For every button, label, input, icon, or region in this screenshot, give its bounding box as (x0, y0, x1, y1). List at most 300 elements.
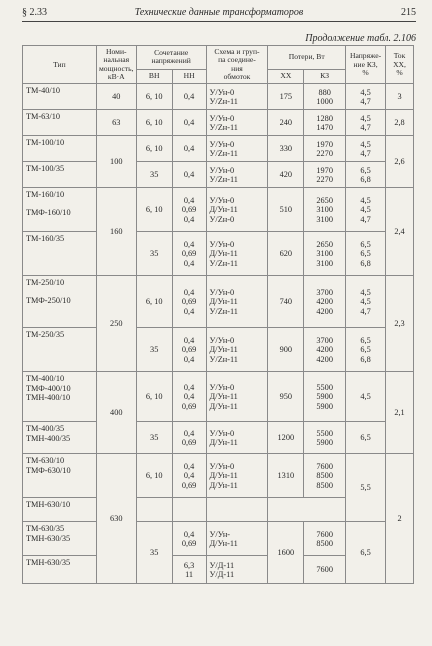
kz-cell-line: 1970 (316, 139, 333, 149)
xx-cell (268, 422, 304, 454)
type-label: ТМН-400/35 (26, 433, 71, 443)
xx-cell-line: 620 (279, 249, 293, 259)
uk-cell-line: 6,8 (360, 174, 371, 184)
uk-cell-line: 4,5 (360, 205, 371, 215)
kz-cell (304, 422, 346, 454)
table-row (23, 522, 414, 556)
header-text-line: напряжений (151, 56, 191, 66)
kz-cell (304, 110, 346, 136)
scheme-cell-line: Д/Ун-11 (209, 249, 238, 259)
scheme-cell-line: Д/Ун-11 (209, 471, 238, 481)
kz-cell-line: 1970 (316, 165, 333, 175)
header-text-line: Напряже- (349, 51, 382, 61)
power-cell (96, 276, 136, 372)
type-label: ТМН-630/35 (26, 558, 71, 568)
current-cell (386, 84, 414, 110)
scheme-cell (206, 522, 268, 556)
scheme-cell (206, 454, 268, 498)
power-cell-line: 630 (110, 514, 123, 524)
uk-cell-line: 4,5 (360, 297, 371, 307)
nn-cell-line: 0,69 (181, 249, 197, 259)
current-cell (386, 276, 414, 372)
header-text-line: % (396, 67, 403, 77)
kz-cell (304, 162, 346, 188)
power-cell (96, 136, 136, 188)
scheme-cell-line: Д/Ун-11 (209, 205, 238, 215)
uk-cell-line: 6,8 (360, 354, 371, 364)
power-cell-line: 160 (110, 227, 123, 237)
kz-cell (304, 84, 346, 110)
scheme-cell-line: У/Zн-11 (209, 174, 238, 184)
type-label: ТМН-400/10 (26, 392, 71, 402)
nn-cell-line: 0,4 (183, 214, 195, 224)
uk-cell (346, 136, 386, 162)
nn-cell (172, 110, 206, 136)
header-text: Потери, Вт (288, 52, 325, 62)
header-text-line: ния (231, 63, 243, 73)
uk-cell (346, 328, 386, 372)
nn-cell (172, 276, 206, 328)
uk-cell-line: 4,5 (360, 287, 371, 297)
nn-cell (172, 232, 206, 276)
uk-cell (346, 188, 386, 232)
header-text: ВН (148, 71, 160, 81)
header-text-line: ние КЗ, (353, 59, 378, 69)
xx-cell (268, 188, 304, 232)
table-row (23, 422, 414, 454)
scheme-cell-line: У/Ун-0 (209, 239, 235, 249)
xx-cell-line: 950 (279, 392, 293, 402)
uk-cell-line: 6,5 (360, 548, 371, 558)
power-cell (96, 110, 136, 136)
uk-cell-line: 4,5 (360, 87, 371, 97)
power-cell (96, 372, 136, 454)
scheme-cell-line: У/Zн-11 (209, 354, 238, 364)
uk-cell-line: 4,7 (360, 214, 371, 224)
scheme-cell (206, 328, 268, 372)
current-cell-line: 2,6 (394, 157, 405, 167)
nn-cell (172, 522, 206, 556)
section-number: § 2.33 (22, 7, 47, 18)
header-text (348, 52, 383, 77)
col-header-power (96, 46, 136, 84)
col-header-xx (268, 69, 304, 84)
nn-cell-line: 0,69 (181, 437, 197, 447)
xx-cell-line: 1310 (277, 471, 295, 481)
xx-cell-line: 1200 (277, 433, 295, 443)
scheme-cell-line: Д/Ун-11 (209, 480, 238, 490)
type-cell (23, 422, 97, 454)
nn-cell-line: 0,69 (181, 205, 197, 215)
scheme-cell-line: У/Д-11 (209, 569, 235, 579)
nn-cell-line: 0,4 (183, 529, 195, 539)
header-text-line: Схема и груп- (214, 47, 260, 56)
col-header-vn (136, 69, 172, 84)
kz-cell (304, 232, 346, 276)
vn-cell (136, 372, 172, 422)
vn-cell-line: 6, 10 (145, 392, 163, 402)
type-cell (23, 556, 97, 584)
header-text-line: ХХ, (393, 59, 406, 69)
type-cell (23, 232, 97, 276)
table-row (23, 110, 414, 136)
scheme-cell-line: У/Ун- (209, 529, 231, 539)
scheme-cell-line: У/Ун-0 (209, 87, 235, 97)
current-cell (386, 136, 414, 188)
scheme-cell-line: У/Zн-11 (209, 306, 238, 316)
kz-cell (304, 188, 346, 232)
vn-cell (136, 110, 172, 136)
kz-cell (206, 498, 268, 522)
kz-cell (304, 136, 346, 162)
type-label: ТМ-100/10 (26, 138, 65, 148)
nn-cell (172, 372, 206, 422)
table-row (23, 276, 414, 328)
table-row (23, 328, 414, 372)
type-label: ТМФ-400/10 (26, 383, 71, 393)
nn-cell-line: 0,4 (183, 239, 195, 249)
header-text: Тип (53, 59, 66, 69)
kz-cell-line: 5500 (316, 382, 333, 392)
nn-cell-line: 0,4 (183, 118, 195, 128)
kz-cell-line: 3100 (316, 249, 333, 259)
kz-cell-line: 4200 (316, 306, 333, 316)
power-cell-line: 250 (110, 319, 123, 329)
col-header-kz (304, 69, 346, 84)
type-cell (23, 136, 97, 162)
xx-cell (268, 372, 304, 422)
kz-cell-line: 4200 (316, 354, 333, 364)
kz-cell-line: 3100 (316, 205, 333, 215)
type-label: ТМ-400/35 (26, 424, 65, 434)
header-text-line: мощность, (98, 63, 134, 73)
uk-cell-line: 6,5 (360, 165, 371, 175)
scheme-cell (206, 110, 268, 136)
type-label: ТМН-630/35 (26, 533, 71, 543)
nn-cell-line: 0,4 (183, 471, 195, 481)
nn-cell-line: 11 (185, 569, 194, 579)
col-header-type (23, 46, 97, 84)
type-cell (23, 84, 97, 110)
page-number: 215 (401, 7, 416, 18)
col-header-nn (172, 69, 206, 84)
nn-cell (172, 556, 206, 584)
scheme-cell-line: Д/Ун-11 (209, 297, 238, 307)
vn-cell (136, 84, 172, 110)
nn-cell (172, 84, 206, 110)
xx-cell-line: 330 (279, 144, 293, 154)
running-title: Технические данные трансформаторов (134, 7, 304, 18)
xx-cell-line: 175 (279, 92, 293, 102)
type-label: ТМ-250/10 (26, 278, 65, 288)
header-text-line: Ток (393, 51, 406, 61)
scheme-cell (206, 136, 268, 162)
scheme-cell-line: У/Ун-0 (209, 287, 235, 297)
type-label: ТМ-63/10 (26, 112, 60, 122)
power-cell-line: 100 (110, 157, 123, 167)
xx-cell (268, 328, 304, 372)
scheme-cell (206, 422, 268, 454)
nn-cell-line: 0,69 (181, 401, 197, 411)
xx-cell-line: 240 (279, 118, 293, 128)
uk-cell (346, 84, 386, 110)
header-text-line: Номи- (106, 47, 127, 56)
kz-cell-line: 3700 (316, 335, 333, 345)
nn-cell-line: 0,4 (183, 428, 195, 438)
nn-cell (172, 454, 206, 498)
power-cell (96, 454, 136, 584)
vn-cell-line: 6, 10 (145, 471, 163, 481)
header-text-line: % (362, 67, 369, 77)
xx-cell-line: 510 (279, 205, 293, 215)
uk-cell-line: 6,5 (360, 345, 371, 355)
uk-cell-line: 6,5 (360, 433, 371, 443)
uk-cell-line: 6,5 (360, 335, 371, 345)
kz-cell (304, 328, 346, 372)
current-cell-line: 2,4 (394, 227, 405, 237)
uk-cell-line: 4,7 (360, 122, 371, 132)
nn-cell-line: 0,69 (181, 480, 197, 490)
uk-cell-line: 6,5 (360, 239, 371, 249)
type-label: ТМ-160/10 (26, 190, 65, 200)
vn-cell-line: 6, 10 (145, 205, 163, 215)
header-text: КЗ (320, 71, 330, 81)
vn-cell-line: 6, 10 (145, 92, 163, 102)
table-row (23, 454, 414, 498)
uk-cell-line: 4,5 (360, 195, 371, 205)
kz-cell-line: 8500 (316, 538, 333, 548)
kz-cell-line: 2650 (316, 195, 333, 205)
current-cell (386, 188, 414, 276)
table-row (23, 162, 414, 188)
nn-cell-line: 0,4 (183, 258, 195, 268)
scheme-cell-line: У/Zн-11 (209, 258, 238, 268)
header-text: НН (183, 71, 195, 81)
col-header-scheme (206, 46, 268, 84)
type-cell (23, 454, 97, 498)
type-label: ТМФ-250/10 (26, 295, 71, 305)
nn-cell-line: 0,4 (183, 306, 195, 316)
vn-cell (136, 454, 172, 498)
nn-cell-line: 0,69 (181, 345, 197, 355)
current-cell-line: 3 (397, 92, 402, 102)
vn-cell-line: 35 (150, 548, 159, 558)
scheme-cell-line: Д/Ун-11 (209, 401, 238, 411)
nn-cell-line: 0,4 (183, 354, 195, 364)
header-rule (22, 21, 416, 22)
nn-cell-line: 0,4 (183, 144, 195, 154)
kz-cell-line: 3100 (316, 258, 333, 268)
xx-cell-line: 740 (279, 297, 293, 307)
type-cell (23, 498, 97, 522)
uk-cell (346, 372, 386, 422)
nn-cell-line: 0,69 (181, 297, 197, 307)
kz-cell-line: 2650 (316, 239, 333, 249)
current-cell-line: 2 (397, 514, 402, 524)
scheme-cell-line: У/Zн-0 (209, 214, 235, 224)
kz-cell-line: 2270 (316, 174, 333, 184)
header-text (99, 48, 134, 81)
table-row (23, 84, 414, 110)
xx-cell (268, 522, 304, 584)
current-cell (386, 454, 414, 584)
vn-cell (136, 328, 172, 372)
type-label: ТМ-40/10 (26, 86, 60, 96)
nn-cell (172, 136, 206, 162)
table-continuation-caption: Продолжение табл. 2.106 (305, 33, 416, 44)
table-row (23, 188, 414, 232)
type-cell (23, 522, 97, 556)
type-label: ТМ-160/35 (26, 234, 65, 244)
uk-cell-line: 4,7 (360, 306, 371, 316)
xx-cell (268, 110, 304, 136)
scheme-cell-line: У/Ун-0 (209, 382, 235, 392)
scheme-cell-line: У/Д-11 (209, 560, 235, 570)
current-cell (386, 110, 414, 136)
vn-cell (136, 232, 172, 276)
kz-cell-line: 880 (318, 87, 331, 97)
kz-cell (304, 556, 346, 584)
uk-cell (346, 162, 386, 188)
kz-cell-line: 4200 (316, 297, 333, 307)
nn-cell-line: 0,4 (183, 392, 195, 402)
vn-cell (136, 188, 172, 232)
scheme-cell-line: Д/Ун-11 (209, 437, 238, 447)
uk-cell (346, 232, 386, 276)
kz-cell-line: 5500 (316, 428, 333, 438)
scheme-cell-line: Д/Ун-11 (209, 538, 238, 548)
kz-cell-line: 5900 (316, 401, 333, 411)
vn-cell (136, 276, 172, 328)
scheme-cell-line: У/Ун-0 (209, 165, 235, 175)
col-header-uk (346, 46, 386, 84)
uk-cell (346, 110, 386, 136)
uk-cell (346, 454, 386, 522)
type-label: ТМ-630/35 (26, 524, 65, 534)
current-cell-line: 2,3 (394, 319, 405, 329)
type-cell (23, 188, 97, 232)
kz-cell-line: 2270 (316, 148, 333, 158)
kz-cell (304, 276, 346, 328)
table-body (23, 84, 414, 584)
xx-cell (268, 276, 304, 328)
header-text-line: кВ·А (107, 72, 125, 82)
header-text: ХХ (280, 71, 292, 81)
header-text-line: Сочетание (154, 48, 189, 58)
col-header-losses (268, 46, 346, 70)
kz-cell-line: 7600 (316, 461, 333, 471)
nn-cell-line: 0,4 (183, 335, 195, 345)
kz-cell-line: 8500 (316, 471, 333, 481)
uk-cell-line: 6,8 (360, 258, 371, 268)
power-cell-line: 40 (112, 92, 121, 102)
kz-cell-line: 5900 (316, 437, 333, 447)
vn-cell-line: 6, 10 (145, 297, 163, 307)
nn-cell (172, 422, 206, 454)
uk-cell-line: 4,7 (360, 96, 371, 106)
kz-cell-line: 1280 (316, 113, 333, 123)
current-cell (386, 372, 414, 454)
type-label: ТМФ-630/10 (26, 465, 71, 475)
header-text (209, 48, 266, 81)
kz-cell-line: 3100 (316, 214, 333, 224)
kz-cell (304, 372, 346, 422)
nn-cell (136, 498, 172, 522)
xx-cell (268, 232, 304, 276)
scheme-cell (206, 162, 268, 188)
type-cell (23, 162, 97, 188)
type-cell (23, 110, 97, 136)
table-row (23, 136, 414, 162)
kz-cell (304, 522, 346, 556)
col-header-voltage (136, 46, 206, 70)
scheme-cell (206, 84, 268, 110)
xx-cell (268, 162, 304, 188)
header-text (388, 52, 411, 77)
vn-cell-line: 35 (150, 345, 159, 355)
nn-cell-line: 0,4 (183, 92, 195, 102)
nn-cell-line: 0,69 (181, 538, 197, 548)
kz-cell-line: 8500 (316, 480, 333, 490)
type-label: ТМФ-160/10 (26, 207, 71, 217)
type-cell (23, 372, 97, 422)
kz-cell-line: 1470 (316, 122, 333, 132)
type-cell (23, 328, 97, 372)
header-text-line: обмоток (223, 72, 251, 82)
nn-cell-line: 0,4 (183, 382, 195, 392)
kz-cell-line: 5900 (316, 392, 333, 402)
kz-cell-line: 1000 (316, 96, 333, 106)
vn-cell-line: 35 (150, 170, 159, 180)
kz-cell-line: 4200 (316, 345, 333, 355)
scheme-cell-line: У/Zн-11 (209, 148, 238, 158)
table-row (23, 232, 414, 276)
uk-cell-line: 6,5 (360, 249, 371, 259)
kz-cell-line: 7600 (316, 529, 333, 539)
xx-cell (268, 136, 304, 162)
type-label: ТМ-400/10 (26, 374, 65, 384)
type-label: ТМ-250/35 (26, 330, 65, 340)
uk-cell (346, 276, 386, 328)
vn-cell-line: 6, 10 (145, 118, 163, 128)
nn-cell-line: 0,4 (183, 170, 195, 180)
vn-cell (136, 522, 172, 584)
nn-cell (172, 188, 206, 232)
power-cell (96, 188, 136, 276)
kz-cell-line: 3700 (316, 287, 333, 297)
vn-cell-line: 35 (150, 433, 159, 443)
power-cell-line: 63 (112, 118, 121, 128)
type-label: ТМ-100/35 (26, 164, 65, 174)
power-cell (96, 84, 136, 110)
type-label: ТМН-630/10 (26, 500, 71, 510)
uk-cell (346, 422, 386, 454)
kz-cell (304, 454, 346, 498)
vn-cell (136, 162, 172, 188)
vn-cell (136, 136, 172, 162)
header-text (139, 49, 204, 66)
scheme-cell (206, 232, 268, 276)
xx-cell-line: 900 (279, 345, 293, 355)
header-text-line: нальная (103, 55, 130, 65)
uk-cell (346, 522, 386, 584)
scheme-cell-line: У/Ун-0 (209, 461, 235, 471)
header-text-line: па соедине- (218, 55, 256, 65)
scheme-cell (206, 372, 268, 422)
power-cell-line: 400 (110, 408, 123, 418)
current-cell-line: 2,8 (394, 118, 405, 128)
scheme-cell-line: Д/Ун-11 (209, 392, 238, 402)
